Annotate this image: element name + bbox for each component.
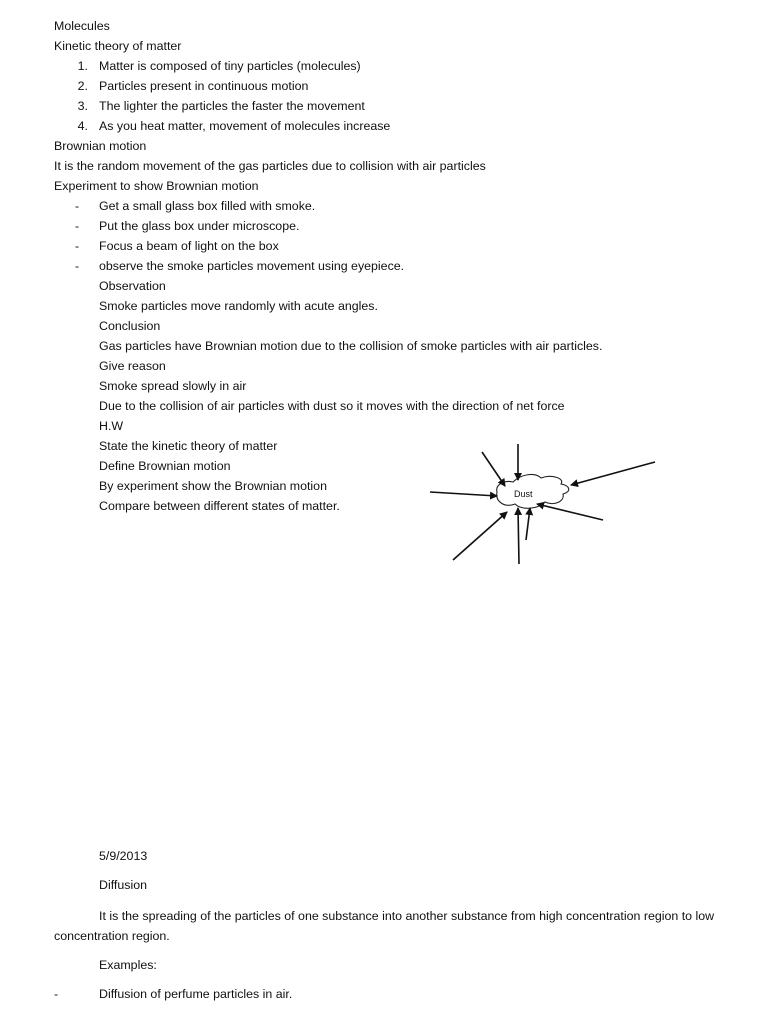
reason-label: Give reason [99, 359, 166, 373]
force-arrow [571, 462, 655, 485]
list-item: As you heat matter, movement of molecules increase [99, 119, 391, 133]
examples-label: Examples: [99, 958, 157, 972]
list-dash: - [54, 987, 59, 1001]
reason-answer: Due to the collision of air particles with dust so it moves with the direction of net force [99, 399, 565, 413]
observation-label: Observation [99, 279, 166, 293]
conclusion-text: Gas particles have Brownian motion due to the collision of smoke particles with air particles. [99, 339, 603, 353]
list-item: Define Brownian motion [99, 459, 231, 473]
force-arrow [518, 508, 519, 564]
date: 5/9/2013 [99, 849, 148, 863]
list-item: Put the glass box under microscope. [99, 219, 300, 233]
list-item: Get a small glass box filled with smoke. [99, 199, 316, 213]
observation-text: Smoke particles move randomly with acute angles. [99, 299, 378, 313]
list-item: observe the smoke particles movement using eyepiece. [99, 259, 405, 273]
list-dash: - [75, 199, 80, 213]
conclusion-label: Conclusion [99, 319, 161, 333]
dust-particle-outline [497, 475, 569, 509]
list-dash: - [75, 259, 80, 273]
reason-question: Smoke spread slowly in air [99, 379, 247, 393]
list-number: 4. [77, 119, 88, 133]
force-arrow [537, 504, 603, 520]
hw-label: H.W [99, 419, 124, 433]
list-item: The lighter the particles the faster the movement [99, 99, 365, 113]
list-item: Particles present in continuous motion [99, 79, 309, 93]
dust-collision-diagram [425, 440, 665, 570]
force-arrow [482, 452, 505, 486]
list-dash: - [75, 219, 80, 233]
force-arrow [526, 508, 530, 540]
list-item: Focus a beam of light on the box [99, 239, 279, 253]
list-item: By experiment show the Brownian motion [99, 479, 327, 493]
list-item: Compare between different states of matter. [99, 499, 340, 513]
diffusion-definition: It is the spreading of the particles of one substance into another substance from high concentration region to low concentration region. [54, 909, 715, 943]
doc-title: Molecules [54, 19, 110, 33]
diffusion-heading: Diffusion [99, 878, 147, 892]
brownian-definition: It is the random movement of the gas particles due to collision with air particles [54, 159, 486, 173]
list-item: Diffusion of perfume particles in air. [99, 987, 293, 1001]
list-number: 1. [77, 59, 88, 73]
brownian-heading: Brownian motion [54, 139, 147, 153]
force-arrow [430, 492, 497, 496]
dust-label: Dust [514, 489, 533, 499]
list-item: State the kinetic theory of matter [99, 439, 278, 453]
list-item: Matter is composed of tiny particles (molecules) [99, 59, 361, 73]
list-number: 3. [77, 99, 88, 113]
force-arrow [453, 512, 507, 560]
list-number: 2. [77, 79, 88, 93]
list-dash: - [75, 239, 80, 253]
kinetic-heading: Kinetic theory of matter [54, 39, 182, 53]
experiment-heading: Experiment to show Brownian motion [54, 179, 259, 193]
